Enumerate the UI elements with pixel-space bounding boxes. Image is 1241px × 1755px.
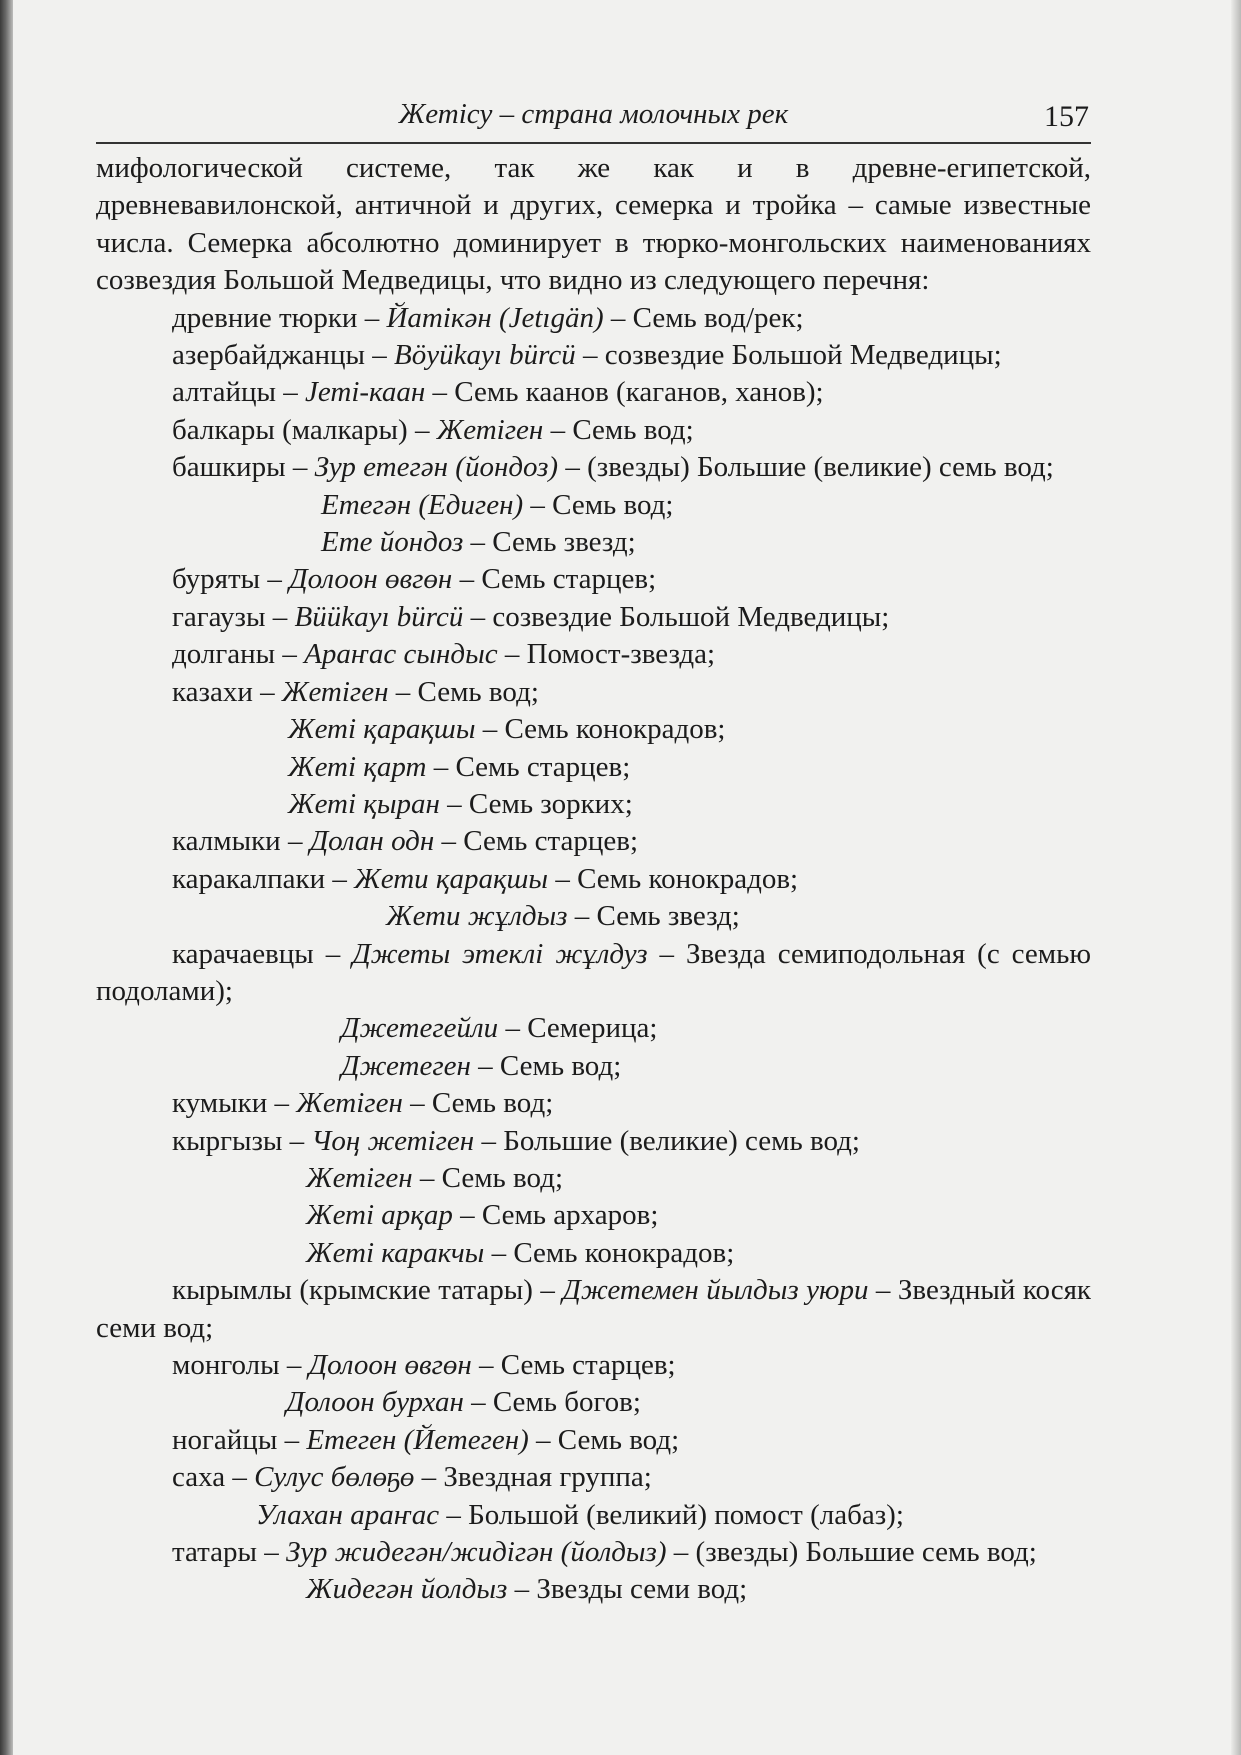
name-meaning: Семь богов;: [492, 1386, 641, 1419]
list-item: азербайджанцы – Böyükayı bürcü – созвездие Большой Медведицы;: [172, 339, 1002, 372]
name-meaning: Семь конокрадов;: [513, 1236, 735, 1269]
name-meaning: Семь вод;: [572, 413, 694, 446]
people-name: буряты: [172, 563, 261, 596]
constellation-name: Жеті қарт: [288, 750, 427, 783]
list-item: Жеті қыран – Семь зорких;: [288, 787, 633, 820]
name-meaning: Семь вод;: [431, 1087, 554, 1120]
constellation-name: Долоон өвгөн: [308, 1349, 472, 1381]
name-meaning: Помост-звезда;: [526, 638, 716, 671]
list-item: карачаевцы – Джеты этеклі жұлдуз – Звезда семиподольная (с семью подолами);: [96, 937, 1092, 1007]
people-name: древние тюрки: [172, 301, 358, 334]
name-meaning: Семь вод;: [441, 1161, 564, 1194]
people-name: азербайджанцы: [172, 339, 366, 372]
people-name: долганы: [172, 638, 276, 671]
list-item: долганы – Араҥас сындыс – Помост-звезда;: [172, 638, 716, 671]
name-meaning: Семь вод;: [499, 1049, 622, 1082]
list-item: Жетіген – Семь вод;: [306, 1161, 564, 1194]
constellation-name: Жеті арқар: [306, 1199, 453, 1232]
people-name: казахи: [172, 675, 253, 708]
people-name: ногайцы: [172, 1423, 278, 1456]
name-meaning: Семь старцев;: [463, 825, 639, 858]
constellation-name: Джеты этеклі жұлдуз: [352, 937, 648, 970]
list-item: Етегән (Едиген) – Семь вод;: [321, 488, 674, 521]
constellation-name: Жетіген: [436, 413, 544, 446]
list-item: ногайцы – Етеген (Йетеген) – Семь вод;: [172, 1423, 680, 1456]
list-item: татары – Зур жидегән/жидігән (йолдыз) – (звезды) Большие семь вод;: [172, 1536, 1037, 1569]
constellation-name: Долан одн: [309, 825, 435, 858]
people-name: саха: [172, 1461, 226, 1494]
constellation-name: Жетіген: [296, 1087, 403, 1120]
list-item: Жеті қарақшы – Семь конокрадов;: [288, 713, 726, 746]
list-item: Жеті арқар – Семь архаров;: [306, 1199, 659, 1232]
name-meaning: Семь звезд;: [596, 900, 740, 933]
people-name: кыргызы: [172, 1124, 283, 1157]
list-item: монголы – Долоон өвгөн – Семь старцев;: [172, 1349, 676, 1381]
list-item: гагаузы – Büükayı bürcü – созвездие Большой Медведицы;: [172, 600, 890, 633]
name-meaning: (звезды) Большие (великие) семь вод;: [587, 451, 1054, 484]
name-meaning: созвездие Большой Медведицы;: [604, 339, 1002, 372]
page-edge-shadow: [1231, 0, 1241, 1755]
people-name: монголы: [172, 1349, 280, 1381]
name-meaning: Большой (великий) помост (лабаз);: [468, 1498, 904, 1531]
people-name: кырымлы (крымские татары): [172, 1274, 533, 1307]
constellation-name: Жети жұлдыз: [386, 900, 568, 933]
constellation-name: Долоон бурхан: [286, 1386, 464, 1419]
list-item: буряты – Долоон өвгөн – Семь старцев;: [172, 563, 657, 596]
constellation-name: Йатікән (Jetıgän): [386, 301, 604, 334]
name-meaning: Семь архаров;: [481, 1199, 659, 1232]
constellation-name: Етегән (Едиген): [321, 488, 524, 521]
list-item: Жеті қарт – Семь старцев;: [288, 750, 631, 783]
name-meaning: Семь вод;: [552, 488, 674, 521]
list-item: каракалпаки – Жети қарақшы – Семь конокрадов;: [172, 862, 799, 895]
constellation-name: Араҥас сындыс: [304, 638, 498, 671]
people-name: татары: [172, 1536, 258, 1569]
list-item: башкиры – Зур етегән (йондоз) – (звезды) Большие (великие) семь вод;: [172, 451, 1054, 484]
constellation-name: Жети қарақшы: [354, 862, 549, 895]
name-meaning: Семь конокрадов;: [504, 713, 726, 746]
list-item: кыргызы – Чоң жетіген – Большие (великие) семь вод;: [172, 1124, 860, 1157]
people-name: кумыки: [172, 1087, 268, 1120]
list-item: алтайцы – Jеті-каан – Семь каанов (каганов, ханов);: [172, 376, 824, 409]
constellation-name: Сулус бөлөҕө: [254, 1461, 415, 1494]
list-item: Жети жұлдыз – Семь звезд;: [386, 900, 740, 933]
name-meaning: созвездие Большой Медведицы;: [492, 600, 890, 633]
constellation-name: Жетіген: [306, 1161, 413, 1194]
constellation-name: Жетіген: [281, 675, 389, 708]
constellation-name: Джетемен йылдыз уюри: [562, 1274, 869, 1307]
people-name: башкиры: [172, 451, 286, 484]
name-meaning: Звездный косяк семи вод;: [96, 1274, 1092, 1344]
name-meaning: Семь вод;: [557, 1423, 680, 1456]
list-item: Жеті каракчы – Семь конокрадов;: [306, 1236, 735, 1269]
name-meaning: Звездная группа;: [443, 1461, 652, 1494]
constellation-name: Долоон өвгөн: [289, 563, 453, 596]
people-name: калмыки: [172, 825, 281, 858]
name-meaning: (звезды) Большие семь вод;: [695, 1536, 1037, 1569]
list-item: казахи – Жетіген – Семь вод;: [172, 675, 539, 708]
constellation-name: Жеті қарақшы: [288, 713, 476, 746]
name-meaning: Семерица;: [527, 1012, 658, 1045]
list-item: Джетегейли – Семерица;: [341, 1012, 658, 1045]
list-item: саха – Сулус бөлөҕө – Звездная группа;: [172, 1461, 652, 1494]
intro-paragraph: мифологической системе, так же как и в древне-египетской, древневавилонской, античной и других, семерка и тройка – самые известные числа. Семерка абсолютно доминирует в тюрко-монгольских наименованиях созвездия Большой Медведицы, что видно из следующего перечня:: [96, 152, 1091, 297]
name-meaning: Семь вод/рек;: [632, 301, 804, 334]
book-spine-shadow: [0, 0, 13, 1755]
name-meaning: Звезды семи вод;: [536, 1573, 748, 1606]
constellation-name: Улахан араҥас: [256, 1498, 440, 1531]
constellation-name: Етеген (Йетеген): [306, 1423, 529, 1456]
list-item: Жидегән йолдыз – Звезды семи вод;: [306, 1573, 748, 1606]
running-header: [96, 96, 1091, 144]
list-item: Джетеген – Семь вод;: [341, 1049, 622, 1082]
constellation-name: Jеті-каан: [305, 376, 426, 409]
page-body: [96, 150, 1091, 1609]
running-title: Жетісу – страна молочных рек: [398, 98, 789, 130]
people-name: алтайцы: [172, 376, 277, 409]
constellation-name: Жеті каракчы: [306, 1236, 485, 1269]
name-meaning: Семь зорких;: [468, 787, 633, 820]
name-meaning: Семь каанов (каганов, ханов);: [454, 376, 824, 409]
list-item: древние тюрки – Йатікән (Jetıgän) – Семь вод/рек;: [172, 301, 804, 334]
people-name: балкары (малкары): [172, 413, 408, 446]
constellation-name: Жеті қыран: [288, 787, 440, 820]
list-item: Улахан араҥас – Большой (великий) помост (лабаз);: [256, 1498, 904, 1531]
name-meaning: Семь вод;: [417, 675, 539, 708]
list-item: Долоон бурхан – Семь богов;: [286, 1386, 641, 1419]
constellation-name: Зур жидегән/жидігән (йолдыз): [286, 1536, 667, 1569]
name-meaning: Семь звезд;: [492, 526, 636, 559]
name-meaning: Семь старцев;: [455, 750, 631, 783]
people-name: каракалпаки: [172, 862, 326, 895]
list-item: калмыки – Долан одн – Семь старцев;: [172, 825, 639, 858]
name-meaning: Семь старцев;: [500, 1349, 676, 1381]
name-meaning: Семь конокрадов;: [577, 862, 799, 895]
constellation-name: Чоң жетіген: [311, 1124, 475, 1157]
constellation-name: Жидегән йолдыз: [306, 1573, 508, 1606]
constellation-name: Ете йондоз: [321, 526, 464, 559]
page-number: 157: [1044, 100, 1089, 133]
constellation-name: Джетегейли: [341, 1012, 499, 1045]
constellation-name: Джетеген: [341, 1049, 471, 1082]
people-name: гагаузы: [172, 600, 266, 633]
list-item: Ете йондоз – Семь звезд;: [321, 526, 636, 559]
name-meaning: Большие (великие) семь вод;: [503, 1124, 860, 1157]
constellation-name: Böyükayı bürcü: [394, 339, 576, 372]
list-item: кумыки – Жетіген – Семь вод;: [172, 1087, 554, 1120]
constellation-name: Зур етегән (йондоз): [314, 451, 559, 484]
list-item: балкары (малкары) – Жетіген – Семь вод;: [172, 413, 694, 446]
people-name: карачаевцы: [172, 937, 314, 970]
constellation-name: Büükayı bürcü: [294, 600, 464, 633]
name-meaning: Семь старцев;: [481, 563, 657, 596]
list-item: кырымлы (крымские татары) – Джетемен йылдыз уюри – Звездный косяк семи вод;: [96, 1274, 1092, 1344]
name-meaning: Звезда семиподольная (с семью подолами);: [96, 937, 1092, 1007]
